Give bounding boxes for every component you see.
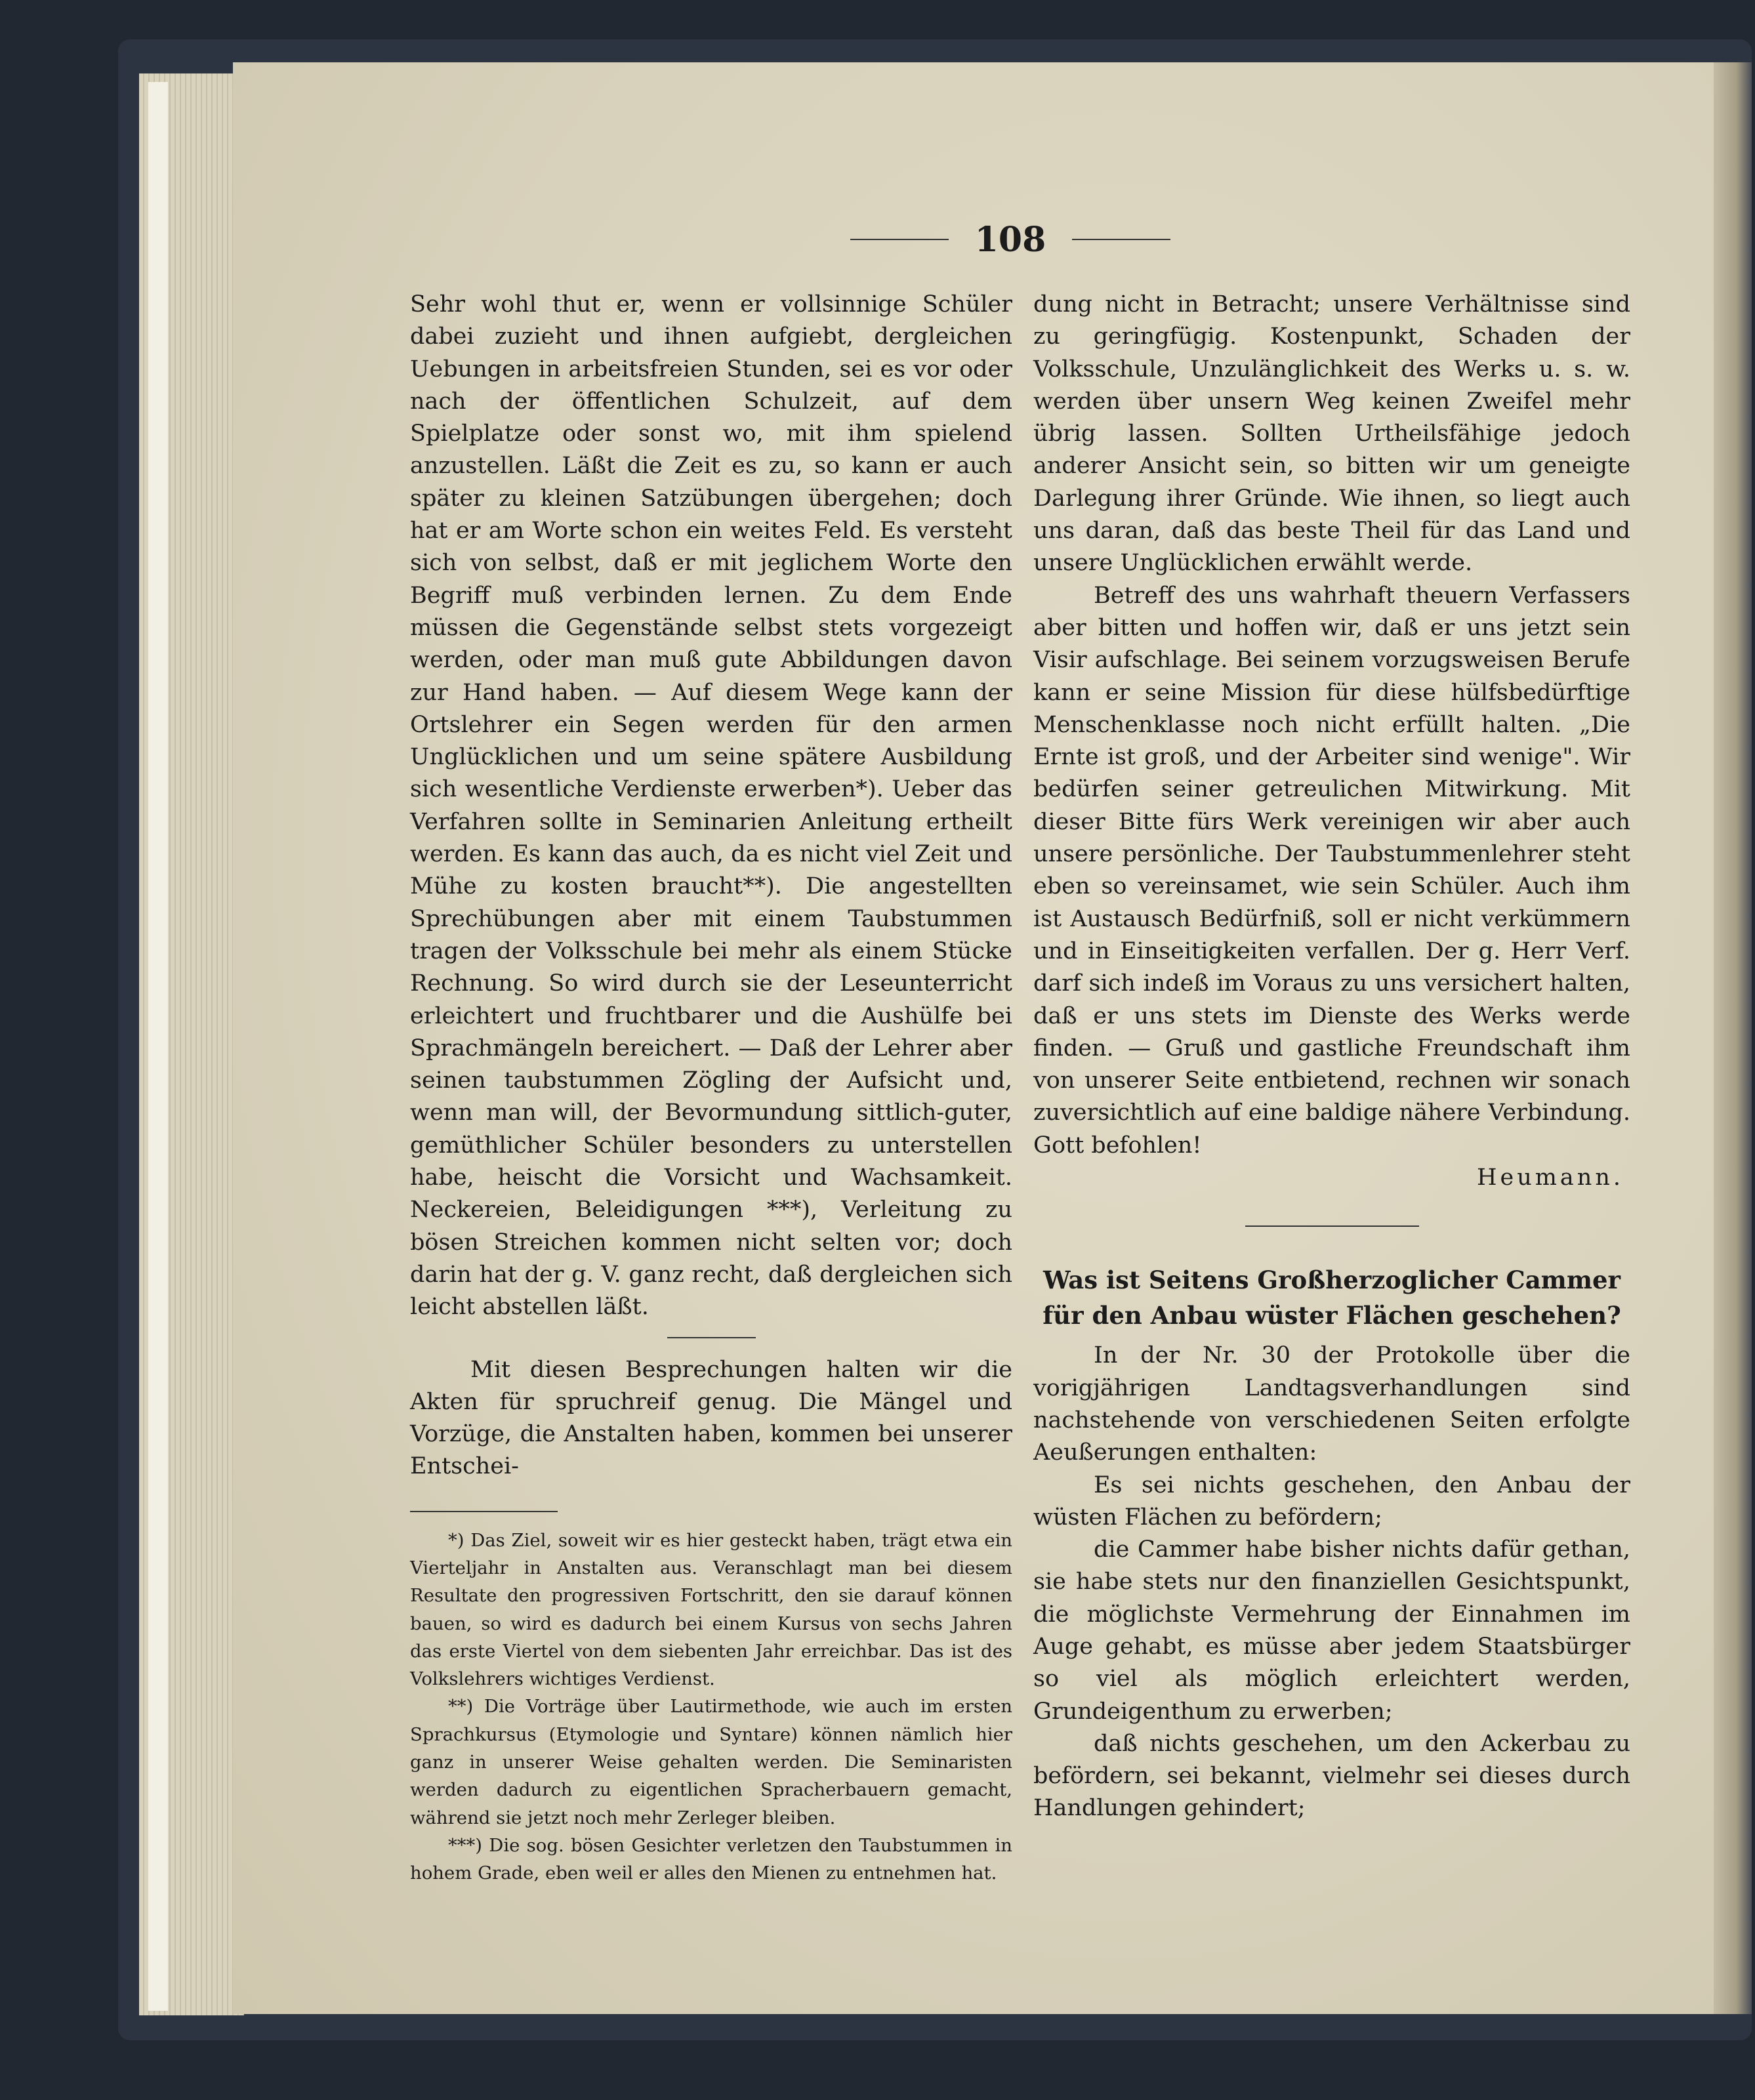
left-paragraph-2: Mit diesen Besprechungen halten wir die Akten für spruchreif genug. Die Mängel und Vorzüge, die Anstalten haben, kommen bei unserer Entschei- <box>410 1356 1012 1480</box>
header-rule-right <box>1072 239 1170 240</box>
author-signature: Heumann. <box>1476 1164 1624 1191</box>
article-paragraph-3: die Cammer habe bisher nichts dafür gethan, sie habe stets nur den finanziellen Gesichtspunkt, die möglichste Vermehrung der Einnahmen im Auge gehabt, es müsse aber jedem Staatsbürger so viel als möglich erleichtert werden, Grundeigenthum zu erwerben; <box>1033 1536 1630 1725</box>
article-paragraph-4: daß nichts geschehen, um den Ackerbau zu befördern, sei bekannt, vielmehr sei dieses durch Handlungen gehindert; <box>1033 1730 1630 1822</box>
left-separator <box>667 1337 756 1338</box>
footnotes <box>410 1527 1012 1887</box>
page-header <box>840 216 1181 262</box>
article-title: Was ist Seitens Großherzoglicher Cammer für den Anbau wüster Flächen geschehen? <box>1043 1266 1621 1330</box>
header-rule-left <box>850 239 949 240</box>
page-number: 108 <box>974 219 1046 260</box>
footnote-3: ***) Die sog. bösen Gesichter verletzen den Taubstummen in hohem Grade, eben weil er alles den Mienen zu entnehmen hat. <box>410 1834 1012 1884</box>
left-column <box>410 289 1012 1887</box>
right-paragraph-2: Betreff des uns wahrhaft theuern Verfassers aber bitten und hoffen wir, daß er uns jetzt sein Visir aufschlage. Bei seinem vorzugsweisen Berufe kann er seine Mission für diese hülfsbedürftige Menschenklasse noch nicht erfüllt halten. „Die Ernte ist groß, und der Arbeiter sind wenige". Wir bedürfen seiner getreulichen Mitwirkung. Mit dieser Bitte fürs Werk vereinigen wir aber auch unsere persönliche. Der Taubstummenlehrer steht eben so vereinsamet, wie sein Schüler. Auch ihm ist Austausch Bedürfniß, soll er nicht verkümmern und in Einseitigkeiten verfallen. Der g. Herr Verf. darf sich indeß im Voraus zu uns versichert halten, daß er uns stets im Dienste des Werks werde finden. — Gruß und gastliche Freundschaft ihm von unserer Seite entbietend, rechnen wir sonach zuversichtlich auf eine baldige nähere Verbindung. Gott befohlen! <box>1033 582 1630 1159</box>
article-paragraph-1: In der Nr. 30 der Protokolle über die vorigjährigen Landtagsverhandlungen sind nachstehende von verschiedenen Seiten erfolgte Aeußerungen enthalten: <box>1033 1342 1630 1466</box>
footnote-1: *) Das Ziel, soweit wir es hier gesteckt haben, trägt etwa ein Vierteljahr in Anstalten aus. Veranschlagt man bei diesem Resultate den progressiven Fortschritt, den sie darauf können bauen, so wird es dadurch bei einem Kursus von sechs Jahren das erste Viertel von dem siebenten Jahr erreichbar. Das ist des Volkslehrers wichtiges Verdienst. <box>410 1529 1012 1690</box>
paper-strip <box>148 82 168 2011</box>
article-paragraph-2: Es sei nichts geschehen, den Anbau der wüsten Flächen zu befördern; <box>1033 1472 1630 1531</box>
article-separator <box>1245 1225 1419 1227</box>
footnote-rule <box>410 1511 558 1512</box>
book-gutter <box>1714 62 1752 2014</box>
left-paragraph-1: Sehr wohl thut er, wenn er vollsinnige Schüler dabei zuzieht und ihnen aufgiebt, dergleichen Uebungen in arbeitsfreien Stunden, sei es vor oder nach der öffentlichen Schulzeit, auf dem Spielplatze oder sonst wo, mit ihm spielend anzustellen. Läßt die Zeit es zu, so kann er auch später zu kleinen Satzübungen übergehen; doch hat er am Worte schon ein weites Feld. Es versteht sich von selbst, daß er mit jeglichem Worte den Begriff muß verbinden lernen. Zu dem Ende müssen die Gegenstände selbst stets vorgezeigt werden, oder man muß gute Abbildungen davon zur Hand haben. — Auf diesem Wege kann der Ortslehrer ein Segen werden für den armen Unglücklichen und um seine spätere Ausbildung sich wesentliche Verdienste erwerben*). Ueber das Verfahren sollte in Seminarien Anleitung ertheilt werden. Es kann das auch, da es nicht viel Zeit und Mühe zu kosten braucht**). Die angestellten Sprechübungen aber mit einem Taubstummen tragen der Volksschule bei mehr als einem Stücke Rechnung. So wird durch sie der Leseunterricht erleichtert und fruchtbarer und die Aushülfe bei Sprachmängeln bereichert. — Daß der Lehrer aber seinen taubstummen Zögling der Aufsicht und, wenn man will, der Bevormundung sittlich-guter, gemüthlicher Schüler besonders zu unterstellen habe, heischt die Vorsicht und Wachsamkeit. Neckereien, Beleidigungen ***), Verleitung zu bösen Streichen kommen nicht selten vor; doch darin hat der g. V. ganz recht, daß dergleichen sich leicht abstellen läßt. <box>410 291 1012 1321</box>
right-paragraph-1: dung nicht in Betracht; unsere Verhältnisse sind zu geringfügig. Kostenpunkt, Schaden der Volksschule, Unzulänglichkeit des Werks u. s. w. werden über unsern Weg keinen Zweifel mehr übrig lassen. Sollten Urtheilsfähige jedoch anderer Ansicht sein, so bitten wir um geneigte Darlegung ihrer Gründe. Wie ihnen, so liegt auch uns daran, daß das beste Theil für das Land und unsere Unglücklichen erwählt werde. <box>1033 291 1630 577</box>
right-column <box>1033 289 1630 1825</box>
footnote-2: **) Die Vorträge über Lautirmethode, wie auch im ersten Sprachkursus (Etymologie und Syntare) können nämlich hier ganz in unserer Weise gehalten werden. Die Seminaristen werden dadurch zu eigentlichen Spracherbauern gemacht, während sie jetzt noch mehr Zerleger bleiben. <box>410 1696 1012 1828</box>
